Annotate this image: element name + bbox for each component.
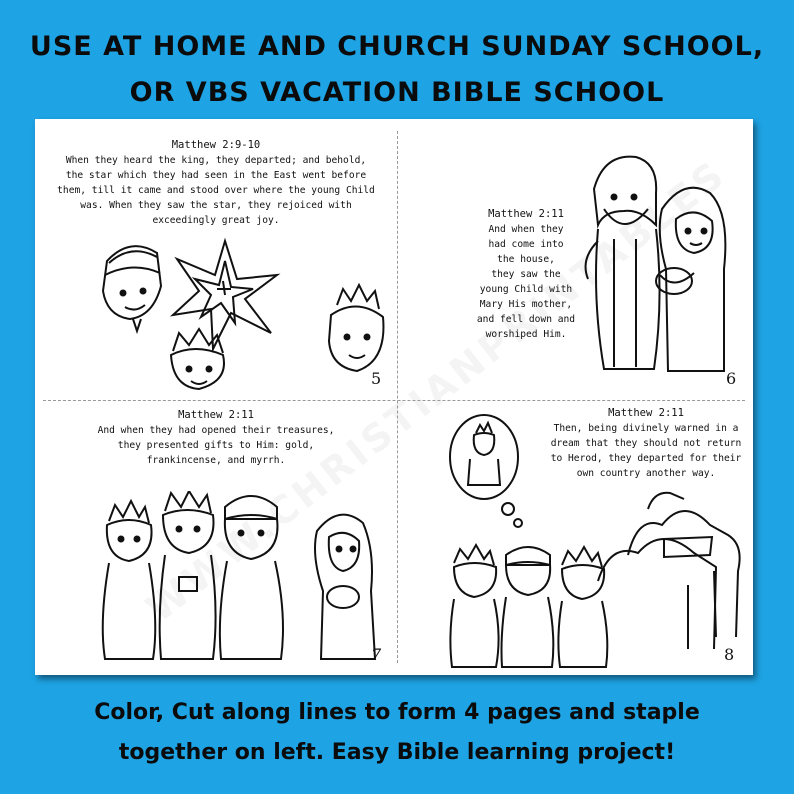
verse-line: the star which they had seen in the East went before (65, 170, 367, 181)
coloring-booklet-sheet (35, 119, 753, 675)
wise-man-1-figure (103, 501, 156, 659)
dream-thought-bubble (450, 415, 522, 527)
scripture-reference: Matthew 2:11 (608, 407, 684, 419)
verse-line: to Herod, they departed for their (550, 453, 742, 464)
wise-men-with-camels-illustration (448, 405, 748, 671)
wise-man-crowned-head-illustration (171, 329, 224, 389)
instructions-line-2: together on left. Easy Bible learning project! (118, 740, 676, 765)
joseph-figure (586, 157, 660, 369)
wise-man-3-figure (220, 496, 283, 659)
page-number: 8 (724, 645, 735, 664)
verse-line: exceedingly great joy. (152, 215, 280, 226)
verse-line: Mary His mother, (479, 299, 573, 310)
verse-line: frankincense, and myrrh. (146, 455, 286, 466)
scripture-block (472, 207, 580, 342)
verse-line: worshiped Him. (485, 329, 567, 340)
mary-with-baby-figure (315, 515, 375, 659)
headline-line-2: OR VBS VACATION BIBLE SCHOOL (129, 77, 665, 108)
wise-man-2-figure (160, 491, 216, 659)
verse-line: own country another way. (576, 468, 716, 479)
instructions-line-1: Color, Cut along lines to form 4 pages and staple (94, 700, 700, 725)
booklet-page-7 (35, 401, 397, 675)
headline-line-1: USE AT HOME AND CHURCH SUNDAY SCHOOL, (29, 31, 765, 62)
booklet-page-6 (398, 119, 753, 400)
verse-line: had come into (488, 239, 564, 250)
camel-figures (598, 493, 740, 649)
scripture-reference: Matthew 2:9-10 (171, 139, 261, 151)
wise-man-head-illustration (103, 246, 161, 331)
wise-men-presenting-gifts-illustration (95, 491, 385, 671)
verse-line: the house, (497, 254, 555, 265)
wise-man-young-head-illustration (329, 285, 383, 371)
booklet-page-5 (35, 119, 397, 400)
verse-line: they saw the (491, 269, 561, 280)
page-number: 6 (726, 369, 737, 388)
page-number: 7 (371, 645, 382, 664)
scripture-text (35, 153, 397, 228)
verse-line: and fell down and (476, 314, 576, 325)
wise-men-walking-figures (450, 545, 607, 667)
wise-men-and-star-illustration (95, 231, 385, 391)
verse-line: Then, being divinely warned in a (553, 423, 739, 434)
verse-line: When they heard the king, they departed; and behold, (65, 155, 367, 166)
verse-line: And when they had opened their treasures, (97, 425, 335, 436)
page-number: 5 (371, 369, 382, 388)
verse-line: And when they (488, 224, 564, 235)
scripture-reference: Matthew 2:11 (488, 208, 564, 220)
star-of-bethlehem-illustration (173, 241, 277, 349)
verse-line: them, till it came and stood over where the young Child (57, 185, 375, 196)
booklet-page-8 (398, 401, 753, 675)
baby-jesus-figure (656, 268, 694, 294)
verse-line: they presented gifts to Him: gold, (117, 440, 315, 451)
scripture-reference: Matthew 2:11 (178, 409, 254, 421)
verse-line: was. When they saw the star, they rejoiced with (80, 200, 352, 211)
verse-line: young Child with (479, 284, 573, 295)
joseph-and-mary-with-child-illustration (584, 149, 734, 379)
verse-line: dream that they should not return (550, 438, 742, 449)
scripture-text (35, 423, 397, 468)
